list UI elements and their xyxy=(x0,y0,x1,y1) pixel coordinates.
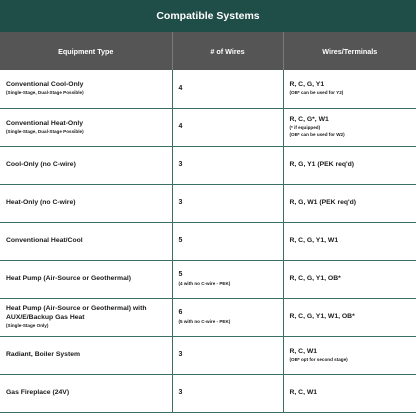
terminals-cell-value: R, C, G, Y1, W1, OB* xyxy=(289,312,355,320)
equipment-type-cell-value: Heat Pump (Air-Source or Geothermal) with AUX/E/Backup Gas Heat xyxy=(6,305,147,321)
terminals-cell-value: R, C, G, Y1, OB* xyxy=(289,274,341,282)
wire-count-cell-value: 3 xyxy=(178,198,183,206)
terminals-cell-note: (* if equipped) xyxy=(289,125,321,131)
equipment-type-cell-note: (Single-Stage, Dual-Stage Possible) xyxy=(6,128,84,134)
terminals-cell xyxy=(283,70,416,108)
wire-count-cell xyxy=(172,146,283,184)
terminals-cell xyxy=(283,374,416,412)
equipment-type-cell-note: (Single-Stage, Dual-Stage Possible) xyxy=(6,90,84,96)
header-wires-terminals: Wires/Terminals xyxy=(283,32,416,70)
equipment-type-cell-value: Heat-Only (no C-wire) xyxy=(6,198,76,206)
terminals-cell-value: R, C, G, Y1 xyxy=(289,81,325,89)
equipment-type-cell-value: Heat Pump (Air-Source or Geothermal) xyxy=(6,274,132,282)
header-number-of-wires: # of Wires xyxy=(172,32,283,70)
equipment-type-cell xyxy=(0,374,172,412)
equipment-type-cell-value: Cool-Only (no C-wire) xyxy=(6,160,76,168)
equipment-type-cell-value: Conventional Cool-Only xyxy=(6,81,84,89)
terminals-cell-value: R, C, W1 xyxy=(289,347,318,355)
terminals-cell xyxy=(283,108,416,146)
wire-count-cell xyxy=(172,108,283,146)
wire-count-cell-note: (4 with no C-wire - PEK) xyxy=(178,280,231,286)
wire-count-cell xyxy=(172,374,283,412)
wire-count-cell xyxy=(172,70,283,108)
terminals-cell xyxy=(283,222,416,260)
terminals-cell-value: R, G, Y1 (PEK req'd) xyxy=(289,160,355,168)
wire-count-cell xyxy=(172,298,283,336)
terminals-cell-note: (OB* can be used for Y2) xyxy=(289,90,344,96)
equipment-type-cell-note: (Single-Stage Only) xyxy=(6,322,49,328)
wire-count-cell-value: 4 xyxy=(178,84,183,92)
table-row xyxy=(0,298,416,336)
equipment-type-cell-value: Radiant, Boiler System xyxy=(6,350,81,358)
terminals-cell xyxy=(283,298,416,336)
table-row xyxy=(0,222,416,260)
equipment-type-cell xyxy=(0,260,172,298)
terminals-cell-note: (OB* opt for second stage) xyxy=(289,356,348,362)
equipment-type-cell xyxy=(0,336,172,374)
wire-count-cell-value: 3 xyxy=(178,350,183,358)
wire-count-cell-value: 4 xyxy=(178,122,183,130)
wire-count-cell-value: 5 xyxy=(178,236,183,244)
table-row xyxy=(0,336,416,374)
wire-count-cell-note: (5 with no C-wire - PEK) xyxy=(178,318,231,324)
equipment-type-cell-value: Gas Fireplace (24V) xyxy=(6,388,70,396)
equipment-type-cell-value: Conventional Heat-Only xyxy=(6,119,84,127)
wire-count-cell xyxy=(172,184,283,222)
terminals-cell-value: R, C, G, Y1, W1 xyxy=(289,236,339,244)
table-row xyxy=(0,260,416,298)
wire-count-cell-value: 3 xyxy=(178,160,183,168)
equipment-type-cell xyxy=(0,146,172,184)
equipment-type-cell xyxy=(0,298,172,336)
terminals-cell-value: R, C, W1 xyxy=(289,388,318,396)
wire-count-cell xyxy=(172,260,283,298)
terminals-cell xyxy=(283,260,416,298)
equipment-type-cell xyxy=(0,108,172,146)
terminals-cell xyxy=(283,146,416,184)
equipment-type-cell-value: Conventional Heat/Cool xyxy=(6,236,83,244)
terminals-cell xyxy=(283,336,416,374)
header-row xyxy=(0,32,416,70)
equipment-type-cell xyxy=(0,184,172,222)
wire-count-cell-value: 5 xyxy=(178,271,183,279)
equipment-type-cell xyxy=(0,70,172,108)
terminals-cell-value: R, G, W1 (PEK req'd) xyxy=(289,198,357,206)
table-row xyxy=(0,184,416,222)
table-title: Compatible Systems xyxy=(0,0,416,32)
table-row xyxy=(0,374,416,412)
table-row xyxy=(0,146,416,184)
wire-count-cell xyxy=(172,222,283,260)
wire-count-cell xyxy=(172,336,283,374)
equipment-type-cell xyxy=(0,222,172,260)
table-row xyxy=(0,108,416,146)
terminals-cell-note: (OB* can be used for W2) xyxy=(289,132,345,138)
header-equipment-type: Equipment Type xyxy=(0,32,172,70)
wire-count-cell-value: 3 xyxy=(178,388,183,396)
compatibility-table xyxy=(0,32,416,413)
terminals-cell-value: R, C, G*, W1 xyxy=(289,116,329,124)
table-row xyxy=(0,70,416,108)
wire-count-cell-value: 6 xyxy=(178,309,183,317)
terminals-cell xyxy=(283,184,416,222)
